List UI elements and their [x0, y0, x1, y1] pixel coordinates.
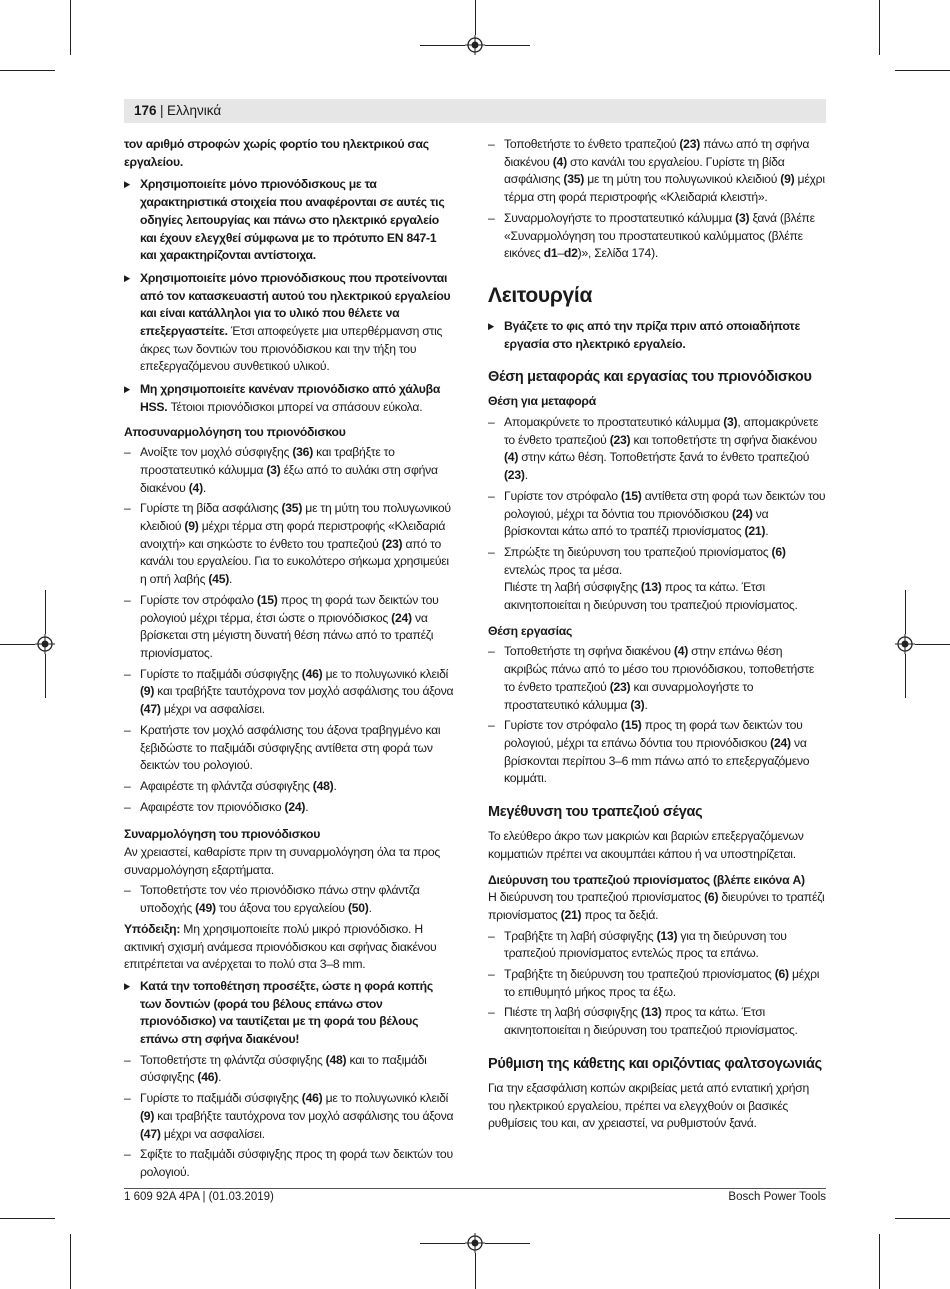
section-heading-extension: Μεγέθυνση του τραπεζιού σέγας	[488, 804, 703, 821]
list-item: – Ανοίξτε τον μοχλό σύσφιγξης (36) και τραβήξτε το προστατευτικό κάλυμμα (3) έξω από το αυλάκι στη σφήνα διακένου (4).	[124, 444, 456, 497]
list-item: – Τοποθετήστε τη σφήνα διακένου (4) στην επάνω θέση ακριβώς πάνω από το μέσο του πριονόδισκου, τοποθετήστε το ένθετο τραπεζιού (23) και συναρμολογήστε το προστατευτικό κάλυμμα (3).	[488, 643, 826, 714]
crop-mark	[475, 1253, 476, 1289]
crop-mark	[915, 644, 950, 645]
crop-mark	[420, 1243, 465, 1244]
list-item: – Σπρώξτε τη διεύρυνση του τραπεζιού πριονίσματος (6) εντελώς προς τα μέσα. Πιέστε τη λαβή σύσφιγξης (13) προς τα κάτω. Έτσι ακινητοποιείται η διεύρυνση του τραπεζιού πριονίσματος.	[488, 544, 826, 615]
subheading-transport: Θέση για μεταφορά	[488, 394, 596, 409]
subheading-remove: Αποσυναρμολόγηση του πριονόδισκου	[124, 424, 346, 439]
crop-mark	[895, 70, 950, 71]
registration-mark-icon	[465, 1233, 485, 1253]
warning-item: ▶ Χρησιμοποιείτε μόνο πριονόδισκους με τα χαρακτηριστικά στοιχεία που αναφέρονται σε αυτές τις οδηγίες λειτουργίας και πάνω στο ηλεκτρικό εργαλείο και έχουν ελεγχθεί σύμφωνα με το πρότυπο EN 847-1 και χαρακτηρίζονται αντίστοιχα.	[124, 176, 456, 265]
right-column	[488, 136, 826, 1133]
crop-mark	[895, 1218, 950, 1219]
list-item: – Τραβήξτε τη διεύρυνση του τραπεζιού πριονίσματος (6) μέχρι το επιθυμητό μήκος προς τα έξω.	[488, 966, 826, 1001]
note-text: Υπόδειξη: Μη χρησιμοποιείτε πολύ μικρό πριονόδισκο. Η ακτινική σχισμή ανάμεσα πριονόδισκου και σφήνας διακένου επιτρέπεται να ανέρχεται το πολύ στα 3–8 mm.	[124, 921, 437, 972]
list-item: – Συναρμολογήστε το προστατευτικό κάλυμμα (3) ξανά (βλέπε «Συναρμολόγηση του προστατευτικού καλύμματος (βλέπε εικόνες d1–d2)», Σελίδα 174).	[488, 210, 826, 263]
list-item: – Τοποθετήστε τον νέο πριονόδισκο πάνω στην φλάντζα υποδοχής (49) του άξονα του εργαλείου (50).	[124, 882, 456, 917]
list-item: – Γυρίστε τον στρόφαλο (15) προς τη φορά των δεικτών του ρολογιού, μέχρι τα επάνω δόντια του πριονόδισκου (24) να βρίσκονται περίπου 3–6 mm πάνω από το επεξεργαζόμενο κομμάτι.	[488, 717, 826, 788]
body-text: Η διεύρυνση του τραπεζιού πριονίσματος (6) διευρύνει το τραπέζι πριονίσματος (21) προς τα δεξιά.	[488, 890, 825, 922]
list-item: – Σφίξτε το παξιμάδι σύσφιγξης προς τη φορά των δεικτών του ρολογιού.	[124, 1146, 456, 1181]
page-header	[124, 99, 826, 123]
list-item: – Τραβήξτε τη λαβή σύσφιγξης (13) για τη διεύρυνση του τραπεζιού πριονίσματος εντελώς προς τα επάνω.	[488, 928, 826, 963]
crop-mark	[879, 0, 880, 55]
crop-mark	[905, 590, 906, 634]
crop-mark	[420, 45, 465, 46]
section-heading-adjustment: Ρύθμιση της κάθετης και οριζόντιας φαλτσογωνιάς	[488, 1055, 822, 1072]
header-language: Ελληνικά	[167, 103, 222, 118]
list-item: – Πιέστε τη λαβή σύσφιγξης (13) προς τα κάτω. Έτσι ακινητοποιείται η διεύρυνση του τραπεζιού πριονίσματος.	[488, 1004, 826, 1039]
body-text: Αν χρειαστεί, καθαρίστε πριν τη συναρμολόγηση όλα τα προς συναρμολόγηση εξαρτήματα.	[124, 845, 441, 877]
footer-doc-ref: 1 609 92A 4PA | (01.03.2019)	[124, 1191, 274, 1203]
section-heading-positions: Θέση μεταφοράς και εργασίας του πριονόδισκου	[488, 369, 812, 386]
list-item: – Αφαιρέστε τον πριονόδισκο (24).	[124, 799, 456, 817]
warning-item: ▶ Κατά την τοποθέτηση προσέξτε, ώστε η φορά κοπής των δοντιών (φορά του βέλους επάνω στον πριονόδισκο) να ταυτίζεται με τη φορά του βέλους επάνω στη σφήνα διακένου!	[124, 978, 456, 1049]
subheading-widening: Διεύρυνση του τραπεζιού πριονίσματος (βλέπε εικόνα A)	[488, 872, 805, 887]
warning-item: ▶ Χρησιμοποιείτε μόνο πριονόδισκους που προτείνονται από τον κατασκευαστή αυτού του ηλεκτρικού εργαλείου και είναι κατάλληλοι για το υλικό που θέλετε να επεξεργαστείτε. Έτσι αποφεύγετε μια υπερθέρμανση στις άκρες των δοντιών του πριονόδισκου και την τήξη του επεξεργαζόμενου συνθετικού υλικού.	[124, 270, 456, 376]
section-heading-operation: Λειτουργία	[488, 283, 593, 307]
list-item: – Γυρίστε τον στρόφαλο (15) αντίθετα στη φορά των δεικτών του ρολογιού, μέχρι τα δόντια του πριονόδισκου (24) να βρίσκονται κάτω από το τραπέζι πριονίσματος (21).	[488, 488, 826, 541]
list-item: – Γυρίστε τη βίδα ασφάλισης (35) με τη μύτη του πολυγωνικού κλειδιού (9) μέχρι τέρμα στη φορά περιστροφής «Κλειδαριά ανοιχτή» και σηκώστε το ένθετο του τραπεζιού (23) από το κανάλι του εργαλείου. Για το ευκολότερο σήκωμα χρησιμεύει η οπή λαβής (45).	[124, 500, 456, 589]
list-item: – Τοποθετήστε το ένθετο τραπεζιού (23) πάνω από τη σφήνα διακένου (4) στο κανάλι του εργαλείου. Γυρίστε τη βίδα ασφάλισης (35) με τη μύτη του πολυγωνικού κλειδιού (9) μέχρι τέρμα στη φορά περιστροφής «Κλειδαριά κλειστή».	[488, 136, 826, 207]
footer-rule	[124, 1188, 826, 1189]
crop-mark	[70, 0, 71, 55]
registration-mark-icon	[465, 35, 485, 55]
page-number: 176	[134, 103, 157, 118]
crop-mark	[485, 1243, 530, 1244]
crop-mark	[0, 1218, 55, 1219]
warning-item: ▶ Μη χρησιμοποιείτε κανέναν πριονόδισκο από χάλυβα HSS. Τέτοιοι πριονόδισκοι μπορεί να σπάσουν εύκολα.	[124, 381, 456, 416]
left-column	[124, 136, 456, 1182]
list-item: – Γυρίστε το παξιμάδι σύσφιγξης (46) με το πολυγωνικό κλειδί (9) και τραβήξτε ταυτόχρονα τον μοχλό ασφάλισης του άξονα (47) μέχρι να ασφαλίσει.	[124, 666, 456, 719]
list-item: – Κρατήστε τον μοχλό ασφάλισης του άξονα τραβηγμένο και ξεβιδώστε το παξιμάδι σύσφιγξης αντίθετα στη φορά των δεικτών του ρολογιού.	[124, 722, 456, 775]
list-item: – Γυρίστε τον στρόφαλο (15) προς τη φορά των δεικτών του ρολογιού μέχρι τέρμα, έτσι ώστε ο πριονόδισκος (24) να βρίσκεται στη μέγιστη δυνατή θέση πάνω από το τραπέζι πριονίσματος.	[124, 592, 456, 663]
registration-mark-icon	[35, 634, 55, 654]
crop-mark	[485, 45, 530, 46]
crop-mark	[45, 654, 46, 698]
crop-mark	[475, 0, 476, 35]
registration-mark-icon	[895, 634, 915, 654]
crop-mark	[905, 654, 906, 698]
crop-mark	[0, 644, 35, 645]
crop-mark	[45, 590, 46, 634]
list-item: – Γυρίστε το παξιμάδι σύσφιγξης (46) με το πολυγωνικό κλειδί (9) και τραβήξτε ταυτόχρονα τον μοχλό ασφάλισης του άξονα (47) μέχρι να ασφαλίσει.	[124, 1090, 456, 1143]
intro-text: τον αριθμό στροφών χωρίς φορτίο του ηλεκτρικού σας εργαλείου.	[124, 137, 429, 169]
list-item: – Τοποθετήστε τη φλάντζα σύσφιγξης (48) και το παξιμάδι σύσφιγξης (46).	[124, 1052, 456, 1087]
crop-mark	[879, 1234, 880, 1289]
header-separator: |	[160, 103, 164, 118]
crop-mark	[70, 1234, 71, 1289]
warning-item: ▶ Βγάζετε το φις από την πρίζα πριν από οποιαδήποτε εργασία στο ηλεκτρικό εργαλείο.	[488, 318, 826, 353]
body-text: Το ελεύθερο άκρο των μακριών και βαριών επεξεργαζόμενων κομματιών πρέπει να ακουμπάει κάπου ή να υποστηρίζεται.	[488, 829, 804, 861]
crop-mark	[0, 70, 55, 71]
subheading-mount: Συναρμολόγηση του πριονόδισκου	[124, 827, 321, 842]
list-item: – Απομακρύνετε το προστατευτικό κάλυμμα (3), απομακρύνετε το ένθετο τραπεζιού (23) και τοποθετήστε τη σφήνα διακένου (4) στην κάτω θέση. Τοποθετήστε ξανά το ένθετο τραπεζιού (23).	[488, 414, 826, 485]
body-text: Για την εξασφάλιση κοπών ακριβείας μετά από εντατική χρήση του ηλεκτρικού εργαλείου, πρέπει να ελεγχθούν οι βασικές ρυθμίσεις του και, αν χρειαστεί, να ρυθμιστούν ξανά.	[488, 1080, 810, 1131]
footer-brand: Bosch Power Tools	[728, 1191, 826, 1203]
list-item: – Αφαιρέστε τη φλάντζα σύσφιγξης (48).	[124, 778, 456, 796]
subheading-work: Θέση εργασίας	[488, 623, 573, 638]
